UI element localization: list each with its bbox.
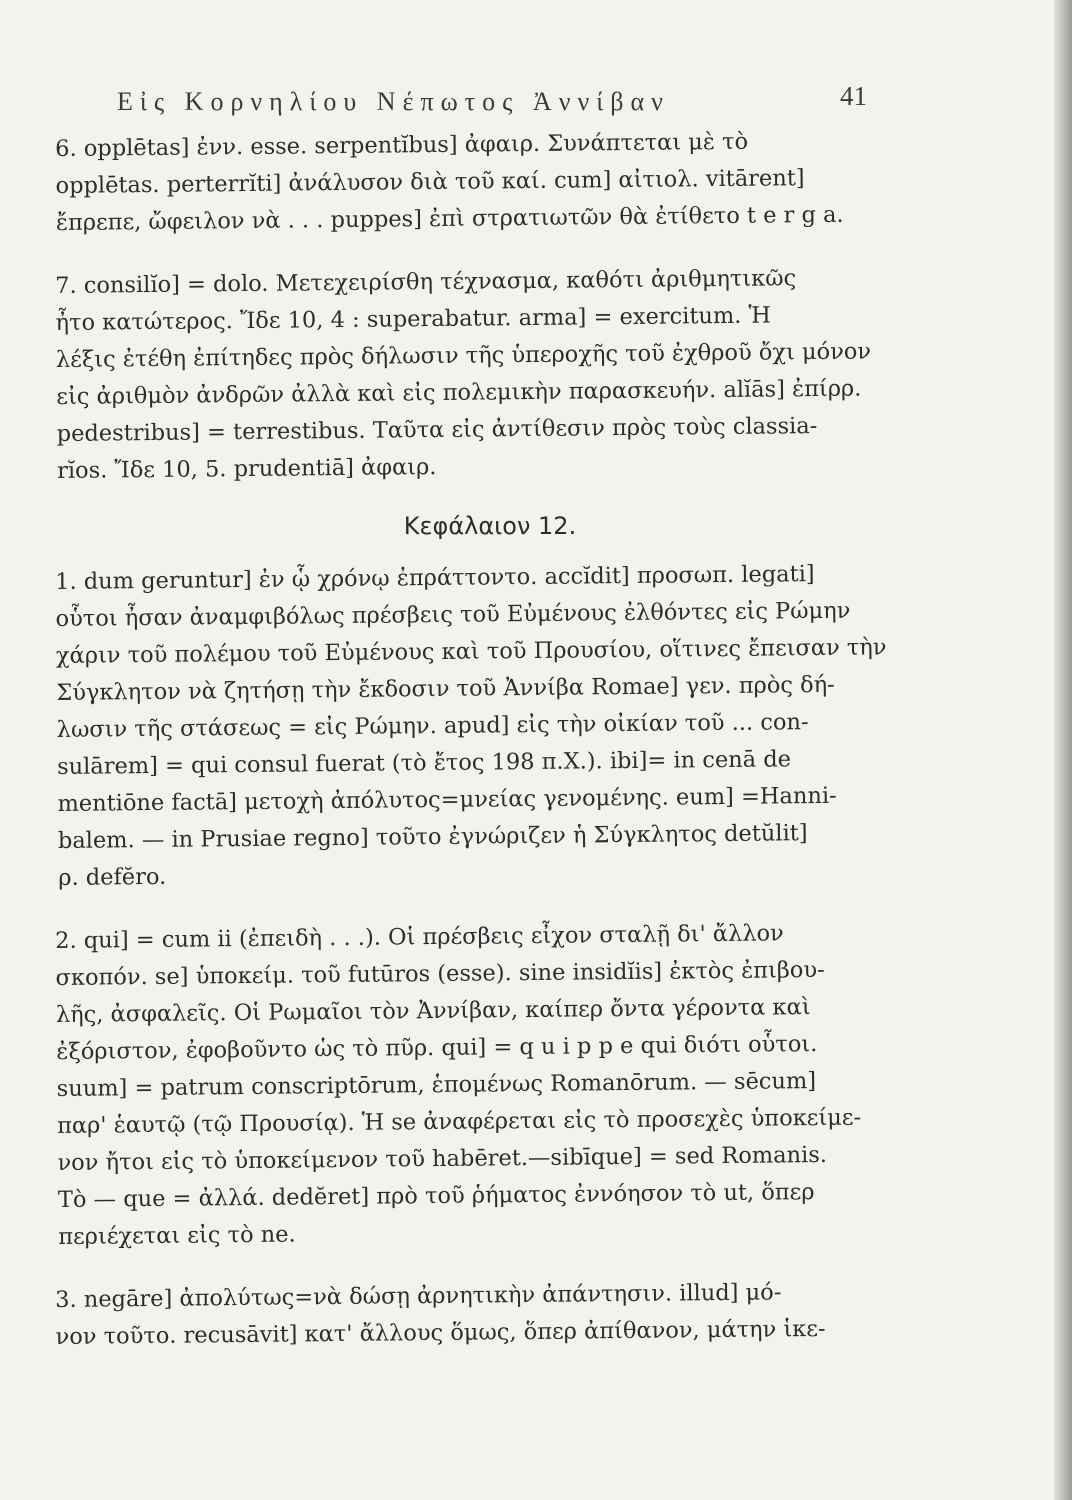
note-paragraph-6 xyxy=(55,122,906,242)
text-line: 2. qui] = cum ii (ἐπειδὴ . . .). Οἱ πρέσβεις εἶχον σταλῇ δι' ἄλλον xyxy=(55,920,784,954)
note-paragraph-7 xyxy=(55,259,907,490)
text-line: νον τοῦτο. recusāvit] κατ' ἄλλους ὅμως, ὅπερ ἀπίθανον, μάτην ἱκε- xyxy=(55,1315,826,1350)
text-line: 1. dum geruntur] ἐν ᾧ χρόνῳ ἐπράττοντο. accĭdit] προσωπ. legati] xyxy=(55,561,815,595)
page-number: 41 xyxy=(840,81,867,111)
text-line: παρ' ἑαυτῷ (τῷ Προυσίᾳ). Ἡ se ἀναφέρεται εἰς τὸ προσεχὲς ὑποκείμε- xyxy=(56,1104,862,1139)
note-paragraph-12-3 xyxy=(55,1273,906,1356)
chapter-heading: Κεφάλαιον 12. xyxy=(403,512,577,540)
running-head-title: Εἰς Κορνηλίου Νέπωτος Ἀννίβαν xyxy=(117,87,670,116)
text-line: 6. opplētas] ἐνν. esse. serpentĭbus] ἀφαιρ. Συνάπτεται μὲ τὸ xyxy=(55,128,749,162)
text-line: mentiōne factā] μετοχὴ ἀπόλυτος=μνείας γενομένης. eum] =Hanni- xyxy=(57,782,837,817)
text-line: rĭos. Ἴδε 10, 5. prudentiā] ἀφαιρ. xyxy=(56,454,437,484)
text-line: περιέχεται εἰς τὸ ne. xyxy=(58,1221,296,1250)
page-edge-shadow xyxy=(1054,0,1072,1500)
text-line: 7. consilĭo] = dolo. Μετεχειρίσθη τέχνασμα, καθότι ἀριθμητικῶς xyxy=(55,265,797,299)
text-line: sulārem] = qui consul fuerat (τὸ ἔτος 198 π.Χ.). ibi]= in cenā de xyxy=(56,746,792,780)
text-line: 3. negāre] ἀπολύτως=νὰ δώσῃ ἀρνητικὴν ἀπάντησιν. illud] μό- xyxy=(55,1279,782,1313)
text-line: pedestribus] = terrestibus. Ταῦτα εἰς ἀντίθεσιν πρὸς τοὺς classia- xyxy=(56,413,818,447)
text-line: σκοπόν. se] ὑποκείμ. τοῦ futūros (esse). sine insidĭis] ἐκτὸς ἐπιβου- xyxy=(55,956,825,991)
note-paragraph-12-1 xyxy=(55,555,908,897)
text-line: χάριν τοῦ πολέμου τοῦ Εὐμένους καὶ τοῦ Προυσίου, οἵτινες ἔπεισαν τὴν xyxy=(55,634,887,669)
book-page xyxy=(55,75,905,1356)
text-line: Σύγκλητον νὰ ζητήσῃ τὴν ἔκδοσιν τοῦ Ἀννίβα Romae] γεν. πρὸς δή- xyxy=(56,671,835,706)
text-line: λῆς, ἀσφαλεῖς. Οἱ Ρωμαῖοι τὸν Ἀννίβαν, καίπερ ὄντα γέροντα καὶ xyxy=(55,994,811,1028)
text-line: λωσιν τῆς στάσεως = εἰς Ρώμην. apud] εἰς τὴν οἰκίαν τοῦ ... con- xyxy=(56,709,809,743)
note-paragraph-12-2 xyxy=(55,914,908,1256)
text-line: νον ἤτοι εἰς τὸ ὑποκείμενον τοῦ habēret.—sibīque] = sed Romanis. xyxy=(57,1141,828,1176)
text-line: ἐξόριστον, ἐφοβοῦντο ὡς τὸ πῦρ. qui] = q u i p p e qui διότι οὗτοι. xyxy=(56,1031,818,1065)
text-line: balem. — in Prusiae regno] τοῦτο ἐγνώριζεν ἡ Σύγκλητος detŭlit] xyxy=(57,820,808,854)
text-line: εἰς ἀριθμὸν ἀνδρῶν ἀλλὰ καὶ εἰς πολεμικὴν παρασκευήν. alĭās] ἐπίρρ. xyxy=(56,375,862,410)
text-line: Τὸ — que = ἀλλά. dedĕret] πρὸ τοῦ ῥήματος ἐννόησον τὸ ut, ὅπερ xyxy=(57,1179,815,1213)
text-line: ἦτο κατώτερος. Ἴδε 10, 4 : superabatur. arma] = exercitum. Ἡ xyxy=(55,302,772,336)
text-line: ρ. defĕro. xyxy=(58,863,167,891)
text-line: ἔπρεπε, ὤφειλον νὰ . . . puppes] ἐπὶ στρατιωτῶν θὰ ἐτίθετο t e r g a. xyxy=(55,201,844,236)
text-line: opplētas. perterrĭti] ἀνάλυσον διὰ τοῦ καί. cum] αἰτιολ. vitārent] xyxy=(55,165,805,199)
text-line: λέξις ἐτέθη ἐπίτηδες πρὸς δήλωσιν τῆς ὑπεροχῆς τοῦ ἐχθροῦ ὄχι μόνον xyxy=(55,338,872,373)
text-line: suum] = patrum conscriptōrum, ἑπομένως Romanōrum. — sēcum] xyxy=(56,1068,817,1102)
text-line: οὗτοι ἦσαν ἀναμφιβόλως πρέσβεις τοῦ Εὐμένους ἐλθόντες εἰς Ρώμην xyxy=(55,597,851,632)
